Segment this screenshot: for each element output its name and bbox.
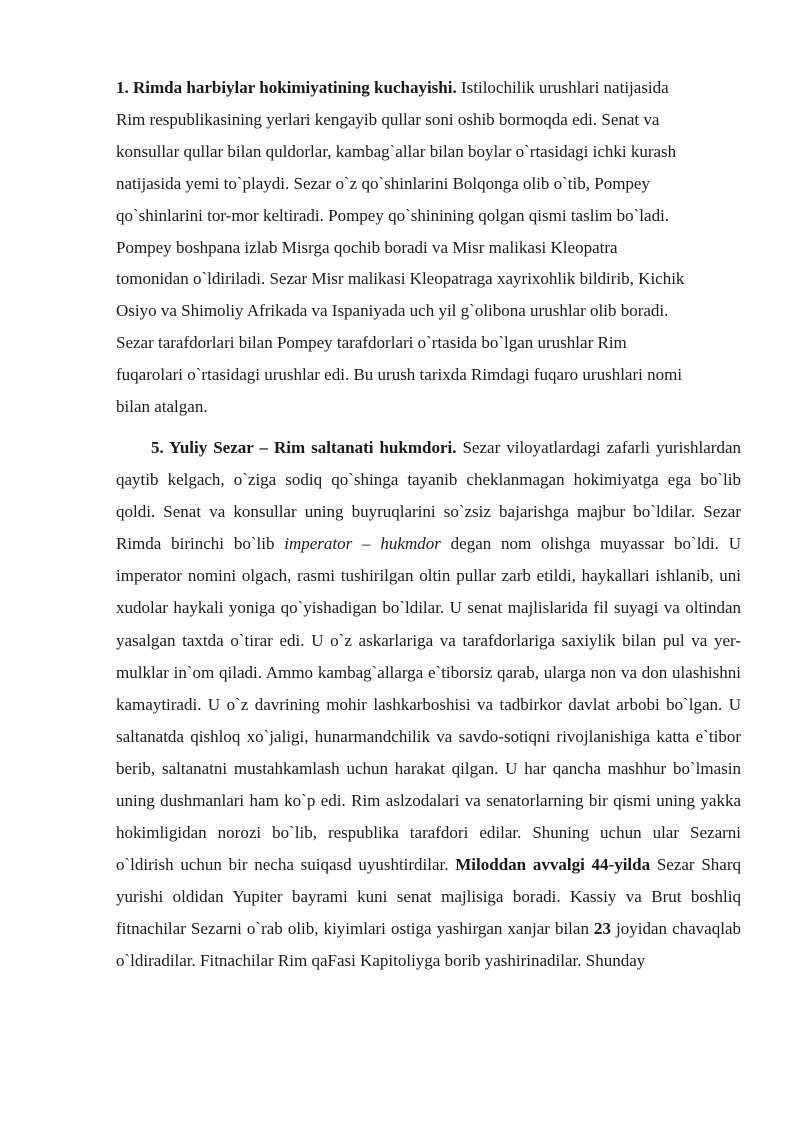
paragraph-text: joyidan chavaqlab o`ldiradilar. Fitnachilar Rim qaFasi Kapitoliyga borib yashirinadilar. Shunday xyxy=(116,919,741,971)
paragraph-text: fuqarolari o`rtasidagi urushlar edi. Bu urush tarixda Rimdagi fuqaro urushlari nomi xyxy=(116,365,683,385)
paragraph-text: bilan atalgan. xyxy=(116,397,208,417)
paragraph-text: qo`shinlarini tor-mor keltiradi. Pompey qo`shinining qolgan qismi taslim bo`ladi. xyxy=(116,205,670,225)
paragraph-text: tomonidan o`ldiriladi. Sezar Misr malikasi Kleopatraga xayrixohlik bildirib, Kichik xyxy=(116,269,685,289)
paragraph-text: Sezar Sharq yurishi oldidan Yupiter bayrami kuni senat majlisiga boradi. Kassiy va Brut boshliq fitnachilar Sezarni o`rab olib, kiyimlari ostiga yashirgan xanjar bilan xyxy=(116,855,741,939)
paragraph-text: Osiyo va Shimoliy Afrikada va Ispaniyada uch yil g`olibona urushlar olib boradi. xyxy=(116,301,669,321)
paragraph-text: natijasida yemi to`playdi. Sezar o`z qo`shinlarini Bolqonga olib o`tib, Pompey xyxy=(116,173,650,193)
section-heading: 5. Yuliy Sezar – Rim saltanati hukmdori. xyxy=(151,437,457,457)
paragraph-text: Istilochilik urushlari natijasida xyxy=(456,78,669,97)
document-page xyxy=(116,72,741,978)
paragraph-text: Sezar viloyatlardagi zafarli yurishlardan qaytib kelgach, o`ziga sodiq qo`shinga tayanib cheklanmagan hokimiyatga ega bo`lib qoldi. Senat va konsullar uning buyruqlarini so`zsiz bajarishga majbur bo`ldilar. Sezar Rimda birinchi bo`lib xyxy=(116,437,741,554)
paragraph-text: degan nom olishga muyassar bo`ldi. U imperator nomini olgach, rasmi tushirilgan oltin pullar zarb etildi, haykallari ishlanib, uni xudolar haykali yoniga qo`yishadigan bo`ldilar. U senat majlislarida fil suyagi va oltindan yasalgan taxtda o`tirar edi. U o`z askarlariga va tarafdorlariga saxiylik bilan pul va yer-mulklar in`om qiladi. Ammo kambag`allarga e`tiborsiz qarab, ularga non va don ulashishni kamaytiradi. U o`z davrining mohir lashkarboshisi va tadbirkor davlat arbobi bo`lgan. U saltanatda qishloq xo`jaligi, hunarmandchilik va savdo-sotiqni rivojlanishiga katta e`tibor berib, saltanatni mustahkamlash uchun harakat qilgan. U har qancha mashhur bo`lmasin uning dushmanlari ham ko`p edi. Rim aslzodalari va senatorlarning bir qismi uning yakka hokimligidan norozi bo`lib, respublika tarafdori edilar. Shuning uchun ular Sezarni o`ldirish uchun bir necha suiqasd uyushtirdilar. xyxy=(116,534,741,875)
section-heading: 1. Rimda harbiylar hokimiyatining kuchayishi. xyxy=(116,78,457,97)
italic-term: imperator – hukmdor xyxy=(284,534,441,554)
bold-date: Miloddan avvalgi 44-yilda xyxy=(455,855,651,875)
bold-number: 23 xyxy=(594,919,611,939)
paragraph-julius-caesar xyxy=(116,432,741,978)
paragraph-roman-military-power xyxy=(116,72,741,423)
paragraph-text: Sezar tarafdorlari bilan Pompey tarafdorlari o`rtasida bo`lgan urushlar Rim xyxy=(116,333,627,353)
paragraph-text: Rim respublikasining yerlari kengayib qullar soni oshib bormoqda edi. Senat va xyxy=(116,109,660,129)
paragraph-text: konsullar qullar bilan quldorlar, kambag`allar bilan boylar o`rtasidagi ichki kurash xyxy=(116,141,677,161)
paragraph-text: Pompey boshpana izlab Misrga qochib boradi va Misr malikasi Kleopatra xyxy=(116,237,618,257)
